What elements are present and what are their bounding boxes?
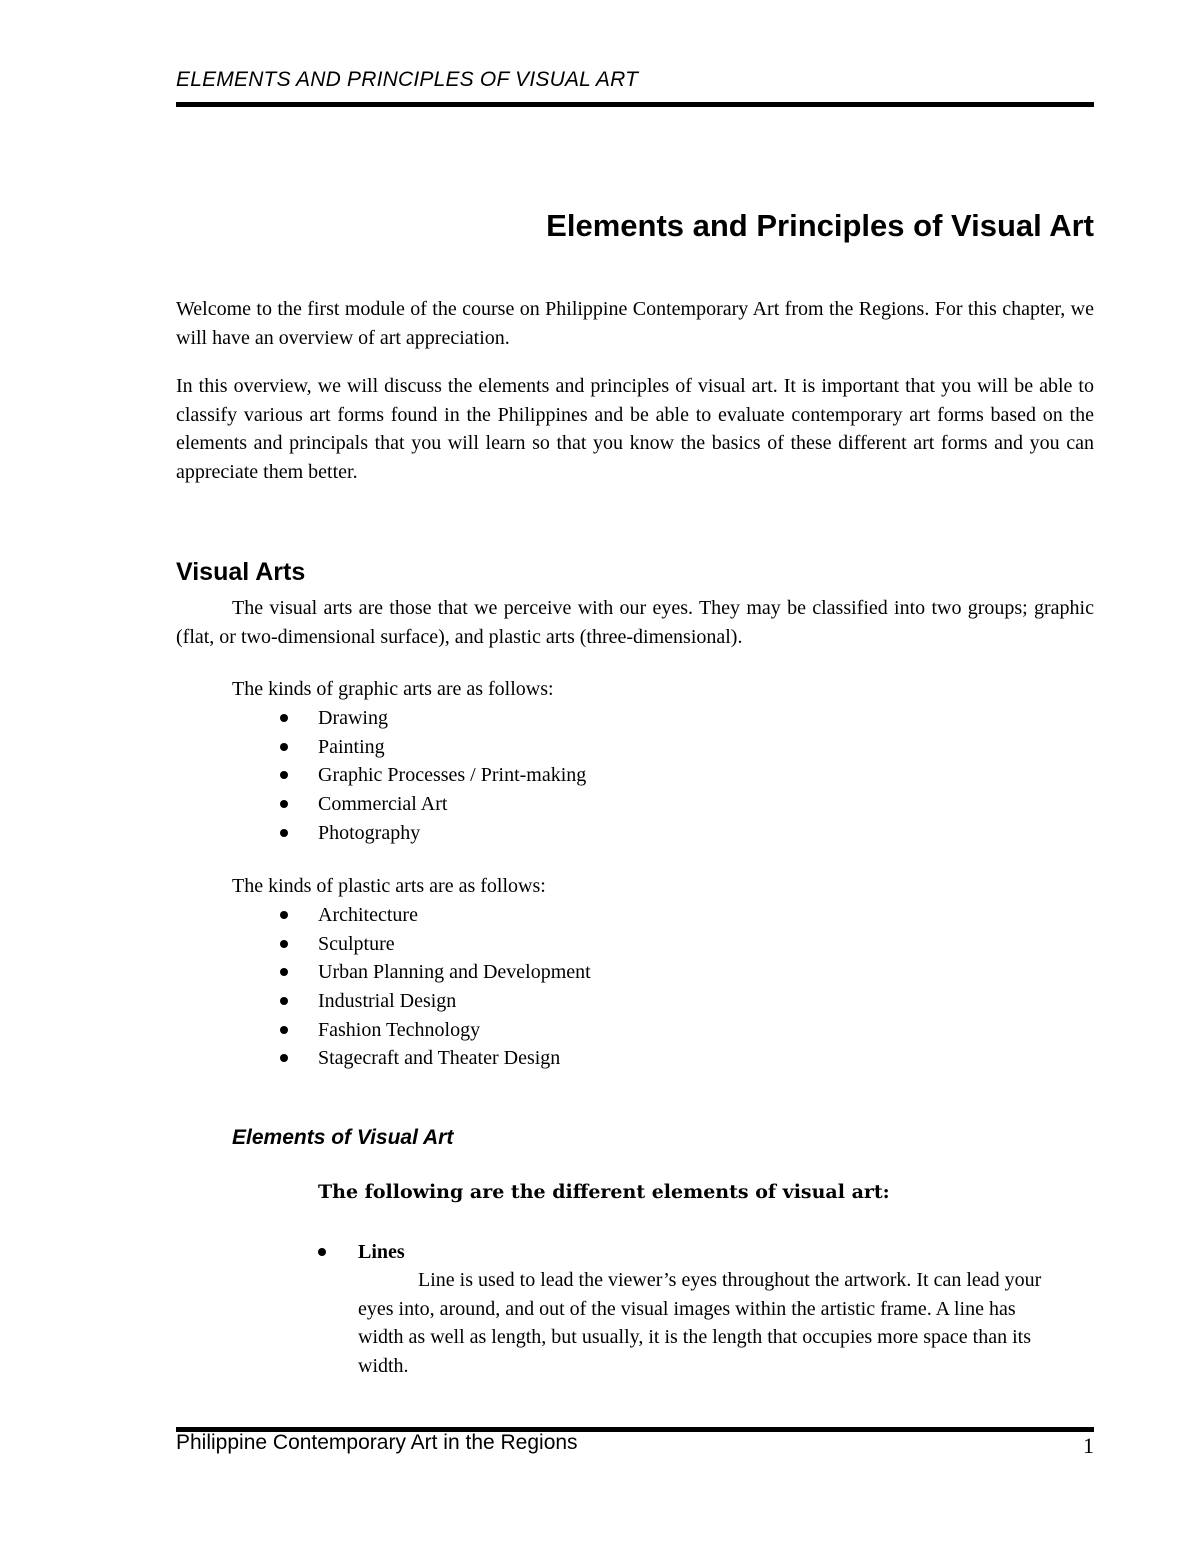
list-item xyxy=(232,733,586,762)
graphic-arts-list xyxy=(232,704,586,847)
list-item xyxy=(232,930,591,959)
intro-paragraph-1: Welcome to the first module of the course on Philippine Contemporary Art from the Regions. For this chapter, we will have an overview of art appreciation. xyxy=(176,298,1094,349)
list-item xyxy=(232,901,591,930)
bullet-icon xyxy=(280,911,288,919)
plastic-item-label: Urban Planning and Development xyxy=(318,961,591,984)
bullet-icon xyxy=(318,1248,326,1256)
plastic-item-label: Sculpture xyxy=(318,932,395,955)
list-item xyxy=(232,704,586,733)
list-item xyxy=(232,1016,591,1045)
bullet-icon xyxy=(280,800,288,808)
graphic-item-label: Photography xyxy=(318,821,421,844)
graphic-item-label: Commercial Art xyxy=(318,793,448,816)
bullet-icon xyxy=(280,714,288,722)
graphic-item-label: Graphic Processes / Print-making xyxy=(318,764,587,787)
running-header: ELEMENTS AND PRINCIPLES OF VISUAL ART xyxy=(176,68,639,91)
footer-course-title: Philippine Contemporary Art in the Regions xyxy=(176,1431,578,1454)
bullet-icon xyxy=(280,829,288,837)
page-number: 1 xyxy=(1083,1433,1094,1458)
visual-arts-paragraph: The visual arts are those that we perceive with our eyes. They may be classified into two groups; graphic (flat, or two-dimensional surface), and plastic arts (three-dimensional). xyxy=(176,597,1094,648)
list-item xyxy=(232,761,586,790)
bullet-icon xyxy=(280,771,288,779)
list-item xyxy=(232,819,586,848)
bullet-icon xyxy=(280,968,288,976)
elements-heading: Elements of Visual Art xyxy=(232,1126,454,1149)
bullet-icon xyxy=(280,743,288,751)
graphic-item-label: Drawing xyxy=(318,707,388,729)
list-item xyxy=(232,987,591,1016)
bullet-icon xyxy=(280,997,288,1005)
list-item xyxy=(232,1044,591,1073)
plastic-item-label: Industrial Design xyxy=(318,990,457,1013)
list-item xyxy=(232,958,591,987)
header-rule xyxy=(176,102,1094,107)
bullet-icon xyxy=(280,1026,288,1034)
intro-paragraph-2: In this overview, we will discuss the elements and principles of visual art. It is important that you will be able to classify various art forms found in the Philippines and be able to evaluate contemporary art forms based on the elements and principals that you will learn so that you know the basics of these different art forms and you can appreciate them better. xyxy=(176,375,1094,483)
graphic-item-label: Painting xyxy=(318,735,385,758)
plastic-item-label: Fashion Technology xyxy=(318,1018,481,1041)
lines-term: Lines xyxy=(358,1241,405,1263)
list-item xyxy=(232,790,586,819)
plastic-arts-intro: The kinds of plastic arts are as follows: xyxy=(232,875,546,897)
document-title: Elements and Principles of Visual Art xyxy=(546,208,1094,243)
plastic-arts-list xyxy=(232,901,591,1073)
plastic-item-label: Architecture xyxy=(318,904,418,926)
bullet-icon xyxy=(280,1054,288,1062)
lines-description: Line is used to lead the viewer’s eyes throughout the artwork. It can lead your eyes into, around, and out of the visual images within the artistic frame. A line has width as well as length, but usually, it is the length that occupies more space than its width. xyxy=(358,1269,1042,1377)
bullet-icon xyxy=(280,940,288,948)
plastic-item-label: Stagecraft and Theater Design xyxy=(318,1047,561,1070)
elements-intro: The following are the different elements of visual art: xyxy=(318,1181,890,1203)
visual-arts-heading: Visual Arts xyxy=(176,558,306,586)
graphic-arts-intro: The kinds of graphic arts are as follows: xyxy=(232,678,554,700)
